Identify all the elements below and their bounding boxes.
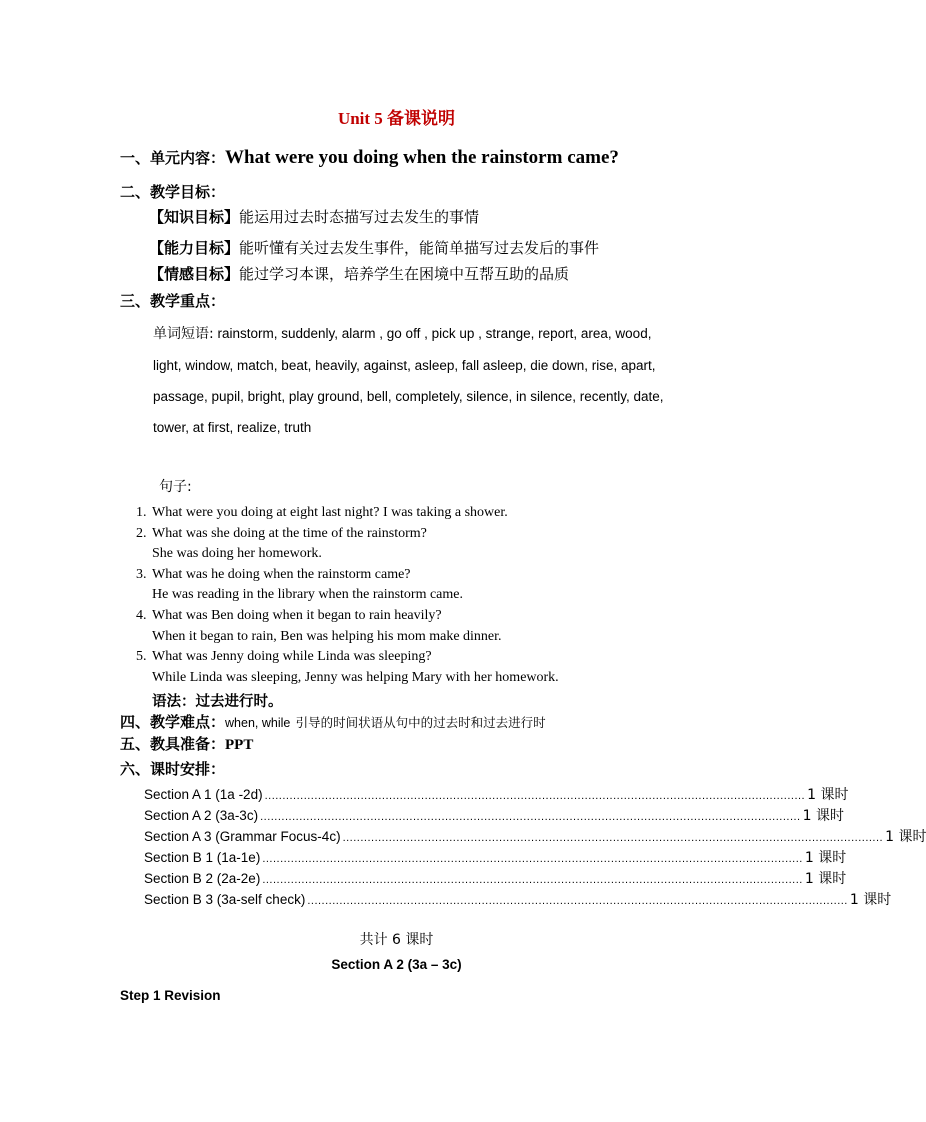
sentence-answer: He was reading in the library when the rainstorm came. (152, 587, 464, 603)
step-heading: Step 1 Revision (120, 988, 221, 1003)
sentence-question: What was she doing at the time of the rainstorm? (152, 525, 427, 541)
difficulties-heading: 四、教学难点： (120, 713, 226, 731)
page-title: Unit 5 备课说明 (337, 109, 456, 128)
section-title: Section A 2 (3a – 3c) (331, 957, 462, 972)
list-item (136, 606, 559, 647)
schedule-row (144, 889, 892, 910)
objective-text: 能听懂有关过去发生事件，能简单描写过去发后的事件 (239, 239, 600, 257)
schedule-duration: 1 课时 (885, 829, 926, 845)
schedule-row (144, 868, 847, 889)
vocabulary-label: 单词短语: (153, 326, 214, 342)
vocabulary-block (153, 318, 673, 443)
unit-content-line (120, 147, 619, 169)
unit-content-text: What were you doing when the rainstorm came? (225, 147, 619, 168)
sentence-number: 3. (136, 566, 147, 582)
schedule-section: Section B 1 (1a-1e) (144, 850, 261, 865)
sentence-question: What was Ben doing when it began to rain heavily? (152, 607, 442, 623)
schedule-section: Section B 3 (3a-self check) (144, 892, 306, 907)
schedule-duration: 1 课时 (849, 892, 892, 908)
schedule-total: 共计 6 课时 (359, 932, 434, 948)
sentences-label: 句子: (159, 479, 192, 495)
vocabulary-text: rainstorm, suddenly, alarm , go off , pick up , strange, report, area, wood, light, window, match, beat, heavily, against, asleep, fall asleep, die down, rise, apart, passage, pupil, bright, play ground, bell, completely, silence, in silence, recently, date, tower, at first, realize, truth (153, 326, 664, 435)
list-item (136, 647, 559, 688)
sentence-answer: When it began to rain, Ben was helping his mom make dinner. (152, 628, 502, 644)
schedule-duration: 1 课时 (802, 808, 844, 824)
sentence-answer: She was doing her homework. (152, 546, 322, 562)
objective-tag: 【知识目标】 (149, 208, 240, 226)
leader-dots: ........................................................................................................................................................ (307, 895, 848, 907)
sentence-number: 1. (136, 505, 147, 520)
sentence-question: What was he doing when the rainstorm came? (152, 566, 411, 582)
sentence-list (136, 503, 559, 688)
materials-value: PPT (225, 737, 254, 753)
objective-text: 能过学习本课，培养学生在困境中互帮互助的品质 (239, 265, 570, 283)
objective-ability (149, 237, 599, 258)
objective-text: 能运用过去时态描写过去发生的事情 (239, 208, 480, 226)
key-points-heading: 三、教学重点： (120, 292, 226, 310)
schedule-section: Section A 3 (Grammar Focus-4c) (144, 829, 341, 844)
schedule-row (144, 826, 926, 847)
difficulties-text: 引导的时间状语从句中的过去时和过去进行时 (295, 715, 546, 730)
leader-dots: ........................................................................................................................................................ (262, 874, 803, 886)
objective-tag: 【情感目标】 (149, 265, 240, 283)
sentence-answer: While Linda was sleeping, Jenny was helping Mary with her homework. (152, 669, 559, 685)
objective-emotion (149, 263, 569, 284)
schedule-section: Section A 1 (1a -2d) (144, 787, 263, 802)
objective-knowledge (149, 206, 479, 227)
leader-dots: ........................................................................................................................................................ (262, 853, 803, 865)
sentence-number: 2. (136, 525, 147, 541)
materials-line (120, 733, 253, 754)
leader-dots: ........................................................................................................................................................ (260, 811, 801, 823)
sentence-question: What were you doing at eight last night? I was taking a shower. (152, 505, 508, 520)
schedule-row (144, 847, 847, 868)
difficulties-en: when, while (225, 716, 291, 730)
list-item (136, 565, 559, 606)
schedule-duration: 1 课时 (804, 871, 847, 887)
schedule-section: Section A 2 (3a-3c) (144, 808, 259, 823)
objectives-heading: 二、教学目标： (120, 183, 226, 201)
list-item (136, 503, 559, 524)
sentence-number: 4. (136, 607, 147, 623)
difficulties-line (120, 711, 546, 732)
schedule-heading: 六、课时安排： (120, 760, 226, 778)
schedule-duration: 1 课时 (807, 787, 849, 803)
unit-content-label: 一、单元内容： (120, 149, 226, 167)
objective-tag: 【能力目标】 (149, 239, 240, 257)
sentence-number: 5. (136, 649, 147, 665)
leader-dots: ........................................................................................................................................................ (264, 790, 806, 802)
schedule-section: Section B 2 (2a-2e) (144, 871, 261, 886)
schedule-duration: 1 课时 (804, 850, 847, 866)
list-item (136, 524, 559, 565)
schedule-row (144, 805, 844, 826)
materials-heading: 五、教具准备： (120, 735, 226, 753)
leader-dots: ........................................................................................................................................................ (342, 832, 884, 844)
schedule-row (144, 784, 849, 805)
sentence-question: What was Jenny doing while Linda was sleeping? (152, 649, 432, 665)
grammar-note: 语法：过去进行时。 (152, 694, 283, 710)
